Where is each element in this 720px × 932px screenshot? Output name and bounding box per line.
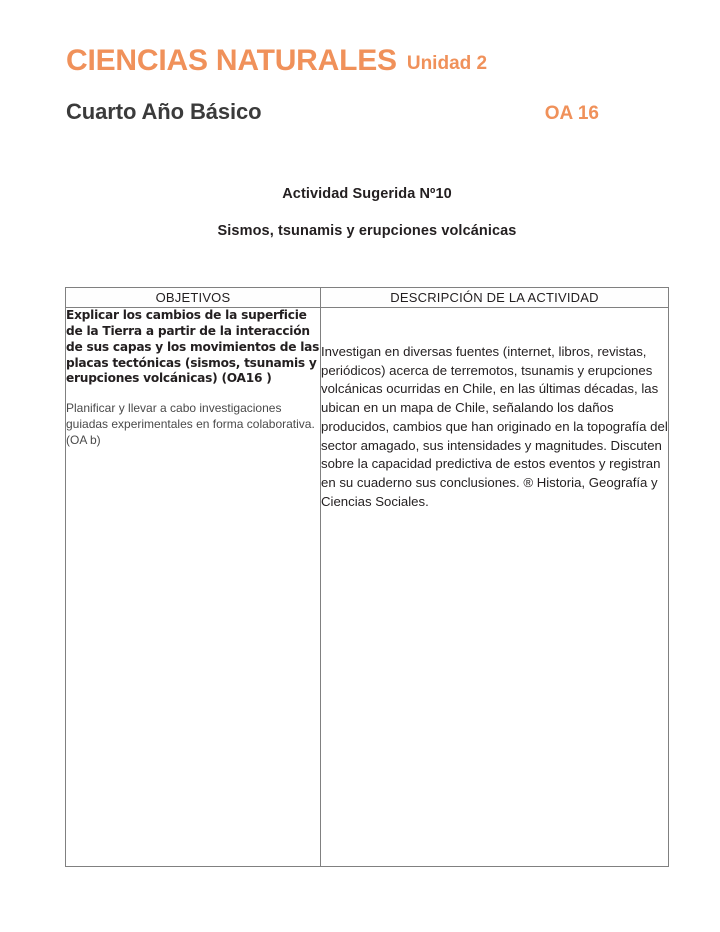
activity-topic-label: Sismos, tsunamis y erupciones volcánicas [217,223,517,239]
title-line [66,44,668,78]
grade-level-label: Cuarto Año Básico [66,99,262,124]
objetivo-principal-text: Explicar los cambios de la superficie de la Tierra a partir de la interacción de sus capas y los movimientos de las placas tectónicas (sismos, tsunamis y erupciones volcánicas) (OA16 ) [66,308,320,386]
table-row [66,308,669,867]
objetivo-aprendizaje-code: OA 16 [544,103,599,124]
activity-table [65,287,669,867]
objetivo-secundario-text: Planificar y llevar a cabo investigaciones guiadas experimentales en forma colaborativa. (OA b) [66,401,315,448]
column-header-descripcion: DESCRIPCIÓN DE LA ACTIVIDAD [321,288,669,308]
document-header [66,44,668,125]
table-header-row [66,288,669,308]
cell-objetivos [66,308,321,867]
subtitle-line [66,99,599,125]
activity-number-label: Actividad Sugerida Nº10 [282,186,452,202]
cell-descripcion [321,308,669,867]
page-title: CIENCIAS NATURALES [66,44,397,77]
column-header-objetivos: OBJETIVOS [66,288,321,308]
unit-label: Unidad 2 [406,53,488,74]
descripcion-actividad-text: Investigan en diversas fuentes (internet, libros, revistas, periódicos) acerca de terremotos, tsunamis y erupciones volcánicas ocurridas en Chile, en las últimas décadas, las ubican en un mapa de Chile, señalando los daños producidos, cambios que han originado en la topografía del sector amagado, sus intensidades y magnitudes. Discuten sobre la capacidad predictiva de estos eventos y registran en su cuaderno sus conclusiones. ® Historia, Geografía y Ciencias Sociales. [321,344,668,509]
activity-heading-block [66,186,668,239]
